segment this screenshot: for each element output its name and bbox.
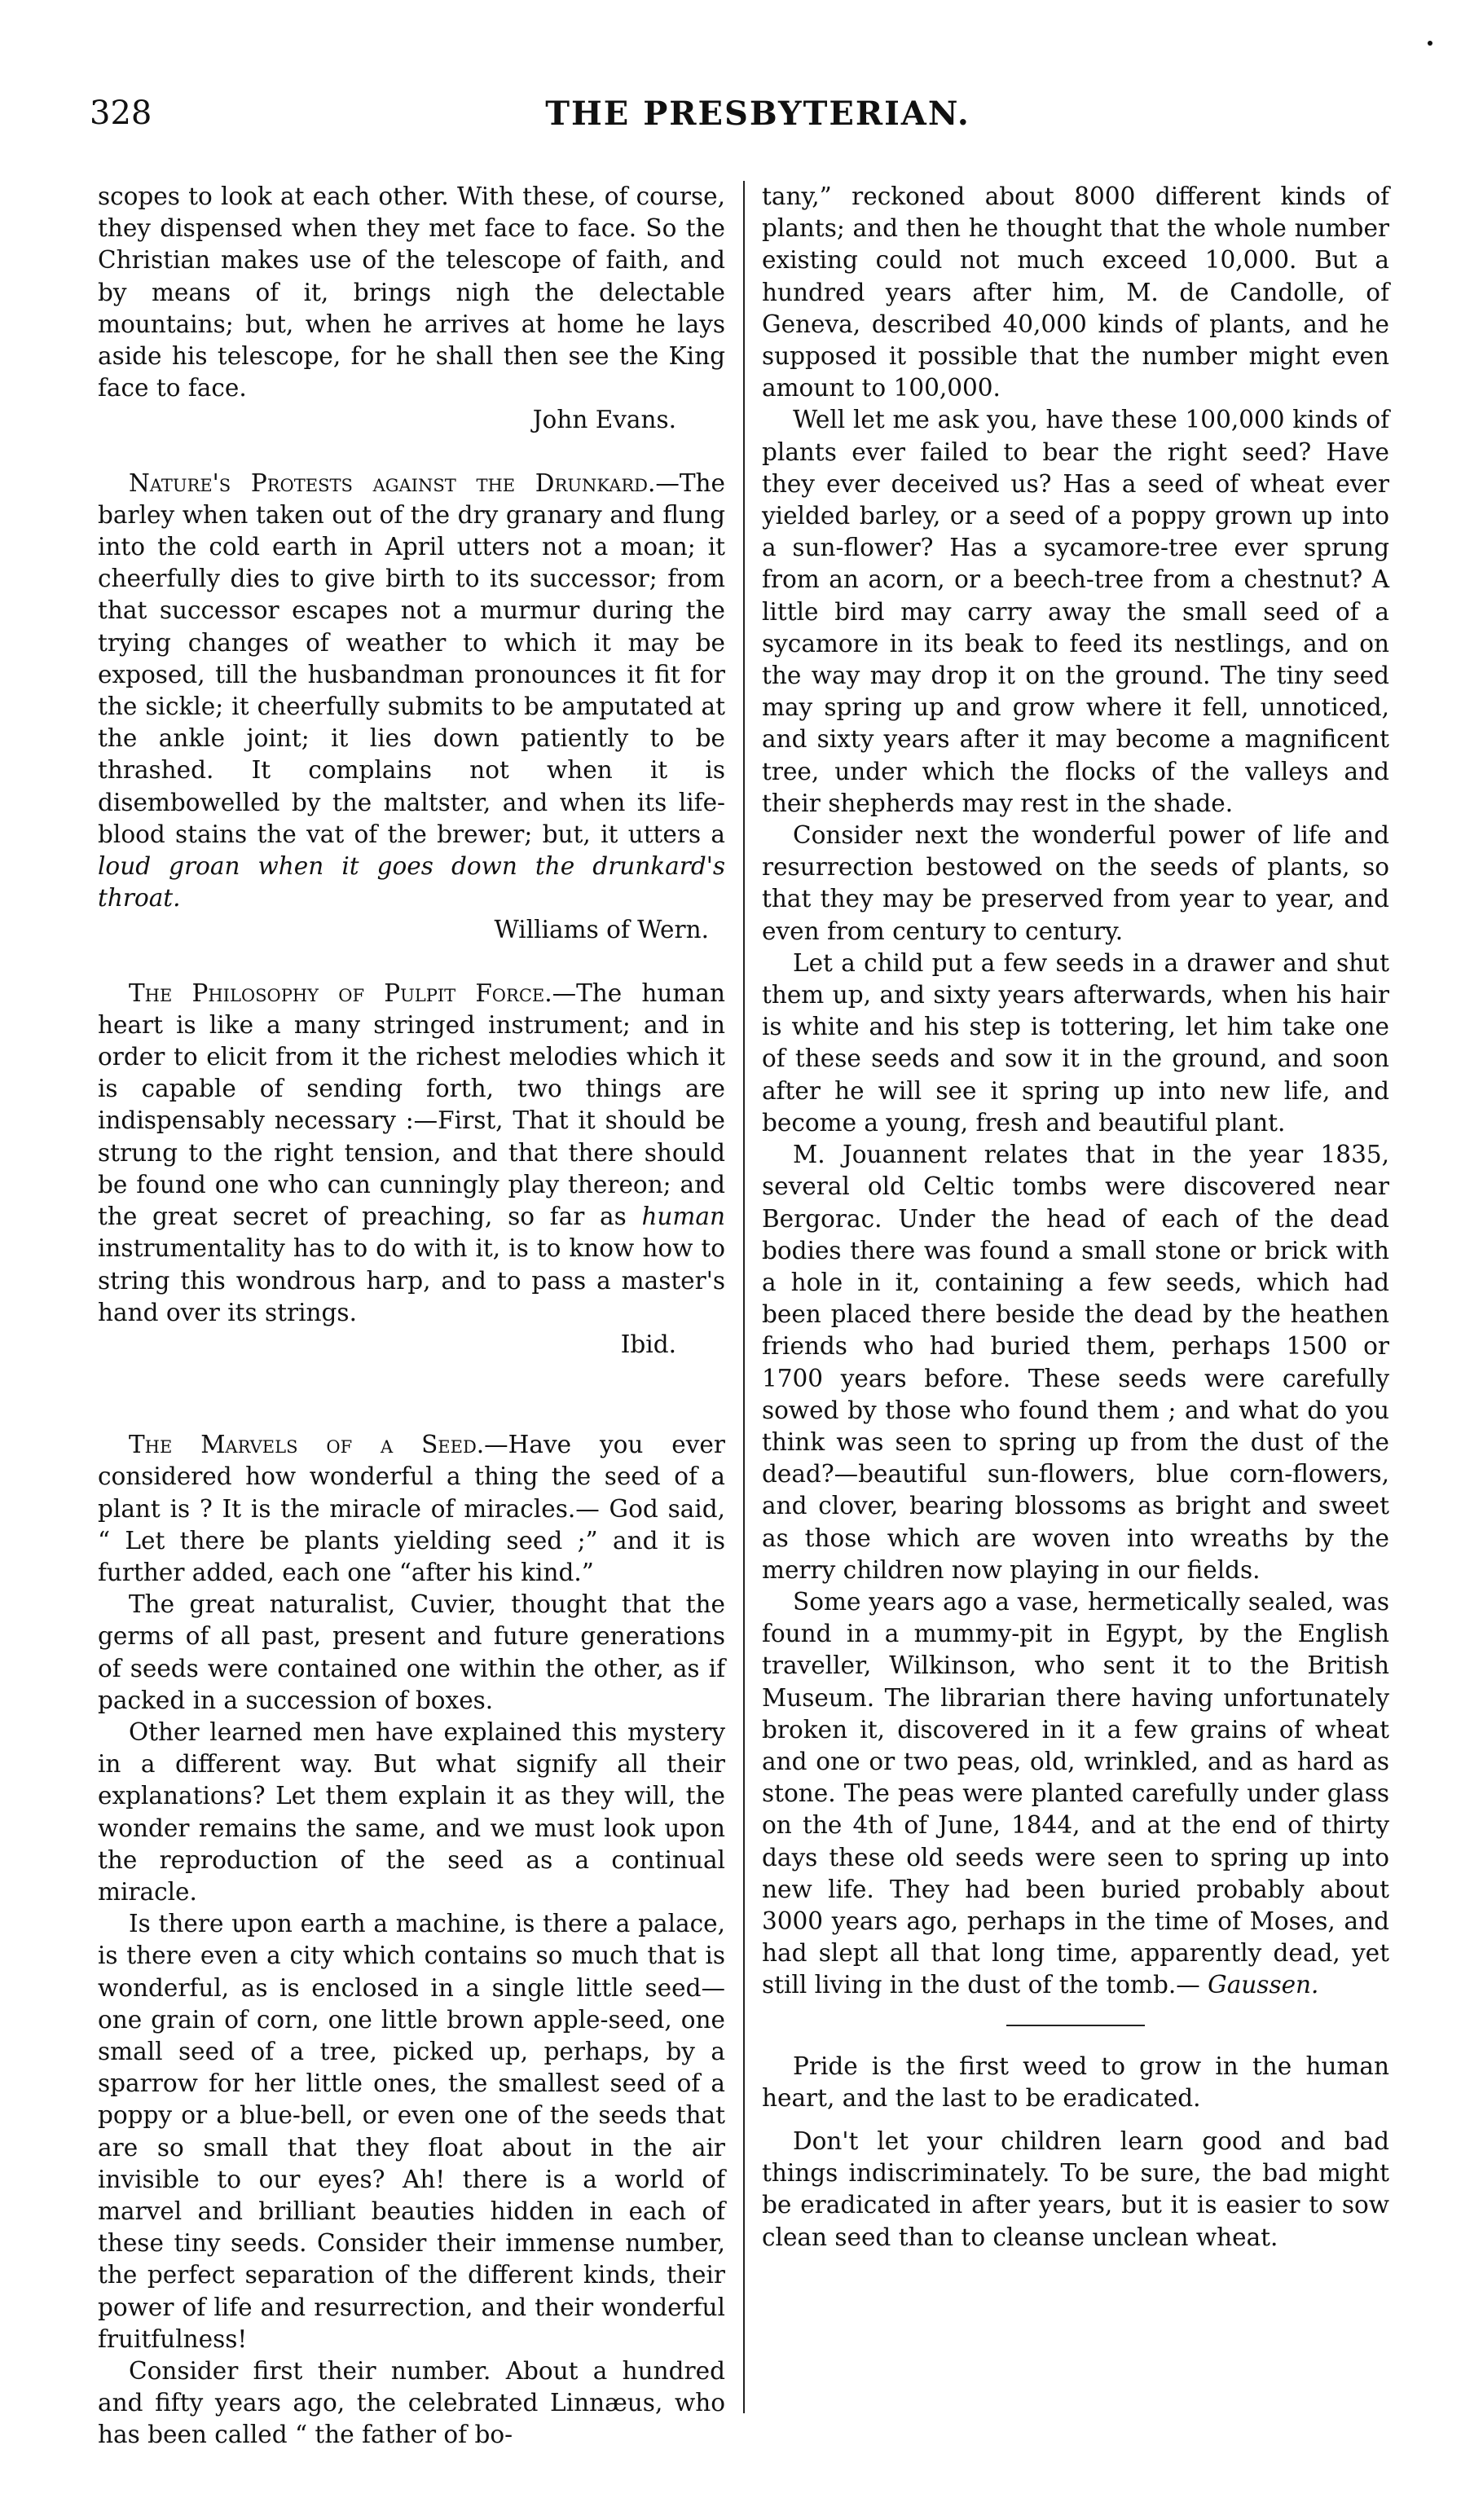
page-header	[90, 95, 1426, 152]
paragraph-celtic-tombs: M. Jouannent relates that in the year 1835, several old Celtic tombs were discovered near Bergorac. Under the head of each of the dead bodies there was found a small stone or brick with a hole in it, containing a few seeds, which had been placed there beside the dead by the heathen friends who had buried them, perhaps 1500 or 1700 years before. These seeds were carefully sowed by those who found them ; and what do you think was seen to spring up from the dust of the dead?—beautiful sun-flowers, blue corn-flowers, and clover, bearing blossoms as bright and sweet as those which are woven into wreaths by the merry children now playing in our fields.	[762, 1141, 1389, 1584]
paragraph-machine: Is there upon earth a machine, is there a palace, is there even a city which contains so much that is wonderful, as is enclosed in a single little seed—one grain of corn, one little brown apple-seed, one small seed of a tree, picked up, perhaps, by a sparrow for her little ones, the smallest seed of a poppy or a blue-bell, or even one of the seeds that are so small that they float about in the air invisible to our eyes? Ah! there is a world of marvel and brilliant beauties hidden in each of these tiny seeds. Consider their immense number, the perfect separation of the different kinds, their power of life and resurrection, and their wonderful fruitfulness!	[98, 1910, 725, 2353]
column-rule	[743, 181, 745, 2413]
article-drunkard-heading: Nature's Protests against the Drunkard.	[129, 468, 656, 497]
article-marvels-body: —Have you ever considered how wonderful a thing the seed of a plant is ? It is the miracle of miracles.— God said, “ Let there be plants yielding seed ;” and it is further added, each one “after his kind.”	[98, 1431, 725, 1586]
paragraph-child-seeds: Let a child put a few seeds in a drawer and shut them up, and sixty years afterwards, when his hair is white and his step is tottering, let him take one of these seeds and sow it in the ground, and soon after he will see it spring up into new life, and become a young, fresh and beautiful plant.	[762, 948, 1389, 1137]
paragraph-kinds-of-plants: Well let me ask you, have these 100,000 kinds of plants ever failed to bear the right seed? Have they ever deceived us? Has a seed of wheat ever yielded barley, or a seed of a poppy grown up into a sun-flower? Has a sycamore-tree ever sprung from an acorn, or a beech-tree from a chestnut? A little bird may carry away the small seed of a sycamore in its beak to feed its nestlings, and on the way may drop it on the ground. The tiny seed may spring up and grow where it fell, unnoticed, and sixty years after it may become a magnificent tree, under which the flocks of the valleys and their shepherds may rest in the shade.	[762, 406, 1389, 817]
right-column	[762, 181, 1389, 2254]
article-drunkard-italic: loud groan when it goes down the drunkard's throat.	[98, 852, 725, 913]
article-telescope-body: scopes to look at each other. With these, of course, they dispensed when they met face to face. So the Christian makes use of the telescope of faith, and by means of it, brings nigh the delectable mountains; but, when he arrives at home he lays aside his telescope, for he shall then see the King face to face.	[98, 183, 725, 402]
spacer	[762, 2114, 1389, 2126]
spacer	[98, 1392, 725, 1429]
running-title: THE PRESBYTERIAN.	[545, 95, 970, 133]
paragraph-resurrection: Consider next the wonderful power of life and resurrection bestowed on the seeds of plants, so that they may be preserved from year to year, and even from century to century.	[762, 821, 1389, 945]
paragraph-learned-men: Other learned men have explained this mystery in a different way. But what signify all their explanations? Let them explain it as they will, the wonder remains the same, and we must look upon the reproduction of the seed as a continual miracle.	[98, 1717, 725, 1906]
left-column	[98, 181, 725, 2452]
article-pulpit-body-b: instrumentality has to do with it, is to know how to string this wondrous harp, and to pass a master's hand over its strings.	[98, 1234, 725, 1326]
article-marvels-heading: The Marvels of a Seed.	[129, 1431, 485, 1459]
paragraph-botany: tany,” reckoned about 8000 different kinds of plants; and then he thought that the whole number existing could not much exceed 10,000. But a hundred years after him, M. de Candolle, of Geneva, described 40,000 kinds of plants, and he supposed it possible that the number might even amount to 100,000.	[762, 183, 1389, 402]
article-marvels-seed	[98, 1429, 725, 1589]
stray-mark	[1428, 41, 1432, 46]
paragraph-cuvier: The great naturalist, Cuvier, thought that the germs of all past, present and future generations of seeds were contained one within the other, as if packed in a succession of boxes.	[98, 1590, 725, 1714]
paragraph-pride: Pride is the first weed to grow in the human heart, and the last to be eradicated.	[762, 2052, 1389, 2112]
article-pulpit-body-a: —The human heart is like a many stringed instrument; and in order to elicit from it the richest melodies which it is capable of sending forth, two things are indispensably necessary :—First, That it should be strung to the right tension, and that there should be found one who can cunningly play thereon; and the great secret of preaching, so far as	[98, 979, 725, 1231]
page-number: 328	[90, 95, 152, 132]
section-divider	[1006, 2025, 1145, 2026]
article-drunkard	[98, 468, 725, 915]
article-pulpit-italic: human	[641, 1203, 725, 1231]
author-gaussen: Gaussen.	[1208, 1971, 1319, 1999]
author-ibid: Ibid.	[620, 1330, 676, 1358]
paragraph-mummy-pit-body: Some years ago a vase, hermetically sealed, was found in a mummy-pit in Egypt, by the English traveller, Wilkinson, who sent it to the British Museum. The librarian there having unfortunately broken it, discovered in it a few grains of wheat and one or two peas, old, wrinkled, and as hard as stone. The peas were planted carefully under glass on the 4th of June, 1844, and at the end of thirty days these old seeds were seen to spring up into new life. They had been buried probably about 3000 years ago, perhaps in the time of Moses, and had slept all that long time, apparently dead, yet still living in the dust of the tomb.—	[762, 1587, 1389, 1999]
author-john-evans: John Evans.	[532, 406, 676, 434]
article-pulpit-force	[98, 978, 725, 1329]
article-drunkard-body: —The barley when taken out of the dry granary and flung into the cold earth in April utters not a moan; it cheerfully dies to give birth to its successor; from that successor escapes not a murmur during the trying changes of weather to which it may be exposed, till the husbandman pronounces it fit for the sickle; it cheerfully submits to be amputated at the ankle joint; it lies down patiently to be thrashed. It complains not when it is disembowelled by the maltster, and when its life-blood stains the vat of the brewer; but, it utters a	[98, 468, 725, 848]
paragraph-children: Don't let your children learn good and bad things indiscriminately. To be sure, the bad might be eradicated in after years, but it is easier to sow clean seed than to cleanse unclean wheat.	[762, 2126, 1389, 2251]
paragraph-number: Consider first their number. About a hundred and fifty years ago, the celebrated Linnæus, who has been called “ the father of bo-	[98, 2357, 725, 2449]
article-pulpit-heading: The Philosophy of Pulpit Force.	[129, 979, 552, 1007]
author-williams-of-wern: Williams of Wern.	[494, 916, 709, 944]
paragraph-mummy-pit	[762, 1586, 1389, 2002]
